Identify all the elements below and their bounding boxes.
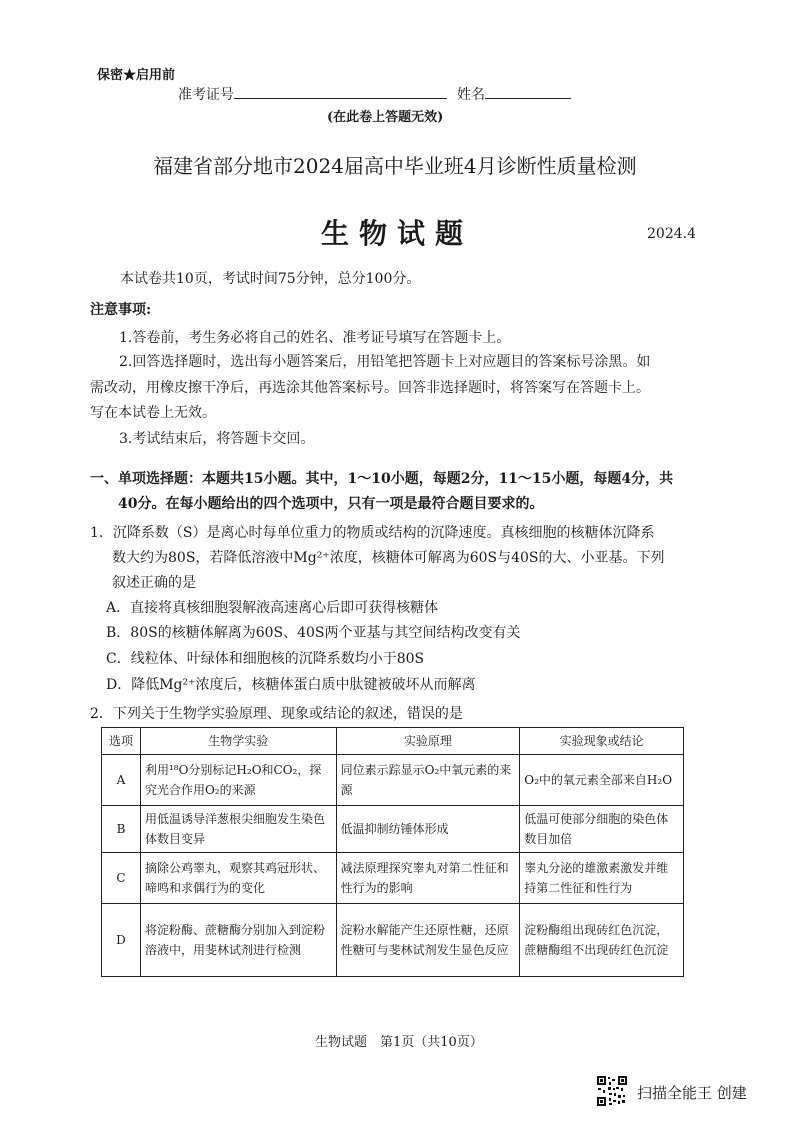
name-blank xyxy=(485,85,571,99)
exam-date: 2024.4 xyxy=(647,226,696,242)
confidential-label: 保密★启用前 xyxy=(97,68,176,83)
question-1-stem-cont: 数大约为80S，若降低溶液中Mg²⁺浓度，核糖体可解离为60S与40S的大、小亚基。下列 xyxy=(112,550,665,566)
row-option: D xyxy=(102,904,141,977)
header-option: 选项 xyxy=(102,728,141,755)
table-row xyxy=(102,755,684,806)
row-principle: 低温抑制纺锤体形成 xyxy=(336,806,520,853)
question-1-option-d: D．降低Mg²⁺浓度后，核糖体蛋白质中肽键被破坏从而解离 xyxy=(106,677,476,693)
question-2-stem: 2．下列关于生物学实验原理、现象或结论的叙述，错误的是 xyxy=(90,706,463,722)
intro-text: 本试卷共10页，考试时间75分钟，总分100分。 xyxy=(120,271,421,287)
table-row xyxy=(102,806,684,853)
table-row xyxy=(102,853,684,904)
row-result: O₂中的氧元素全部来自H₂O xyxy=(520,755,684,806)
note-3: 3.考试结束后，将答题卡交回。 xyxy=(119,431,315,447)
section-1-heading: 一、单项选择题：本题共15小题。其中，1～10小题，每题2分，11～15小题，每题4分，共 xyxy=(90,471,674,487)
section-1-heading-cont: 40分。在每小题给出的四个选项中，只有一项是最符合题目要求的。 xyxy=(118,496,544,512)
row-principle: 减法原理探究睾丸对第二性征和性行为的影响 xyxy=(336,853,520,904)
scanner-watermark: 扫描全能王 创建 xyxy=(637,1084,747,1102)
name-label: 姓名 xyxy=(457,87,485,103)
row-principle: 同位素示踪显示O₂中氧元素的来源 xyxy=(336,755,520,806)
header-experiment: 生物学实验 xyxy=(140,728,336,755)
question-1-option-a: A．直接将真核细胞裂解液高速离心后即可获得核糖体 xyxy=(106,600,439,616)
note-2-line-1: 2.回答选择题时，选出每小题答案后，用铅笔把答题卡上对应题目的答案标号涂黑。如 xyxy=(119,354,651,370)
note-1: 1.答卷前，考生务必将自己的姓名、准考证号填写在答题卡上。 xyxy=(119,330,511,346)
notes-heading: 注意事项: xyxy=(90,302,152,318)
exam-title: 福建省部分地市2024届高中毕业班4月诊断性质量检测 xyxy=(153,154,637,178)
row-experiment: 将淀粉酶、蔗糖酶分别加入到淀粉溶液中，用斐林试剂进行检测 xyxy=(140,904,336,977)
question-1-option-c: C．线粒体、叶绿体和细胞核的沉降系数均小于80S xyxy=(106,651,425,667)
row-option: C xyxy=(102,853,141,904)
row-result: 淀粉酶组出现砖红色沉淀，蔗糖酶组不出现砖红色沉淀 xyxy=(520,904,684,977)
row-experiment: 摘除公鸡睾丸，观察其鸡冠形状、啼鸣和求偶行为的变化 xyxy=(140,853,336,904)
candidate-info-line xyxy=(178,84,571,104)
page-footer: 生物试题 第1页（共10页） xyxy=(315,1035,483,1050)
note-2-line-2: 需改动，用橡皮擦干净后，再选涂其他答案标号。回答非选择题时，将答案写在答题卡上。 xyxy=(90,380,650,396)
note-2-line-3: 写在本试卷上无效。 xyxy=(90,405,216,421)
question-1-option-b: B．80S的核糖体解离为60S、40S两个亚基与其空间结构改变有关 xyxy=(106,625,521,641)
row-experiment: 用低温诱导洋葱根尖细胞发生染色体数目变异 xyxy=(140,806,336,853)
row-result: 低温可使部分细胞的染色体数目加倍 xyxy=(520,806,684,853)
row-option: A xyxy=(102,755,141,806)
question-1-stem-end: 叙述正确的是 xyxy=(112,575,196,591)
id-label: 准考证号 xyxy=(178,87,234,103)
id-blank xyxy=(234,85,447,99)
table-row xyxy=(102,904,684,977)
invalid-note: (在此卷上答题无效) xyxy=(327,110,444,125)
qr-code-icon xyxy=(596,1075,628,1107)
question-1-stem: 1．沉降系数（S）是离心时每单位重力的物质或结构的沉降速度。真核细胞的核糖体沉降系 xyxy=(90,525,655,541)
table-header-row xyxy=(102,728,684,755)
header-result: 实验现象或结论 xyxy=(520,728,684,755)
header-principle: 实验原理 xyxy=(336,728,520,755)
subject-title: 生物试题 xyxy=(321,217,474,250)
row-option: B xyxy=(102,806,141,853)
row-result: 睾丸分泌的雄激素激发并维持第二性征和性行为 xyxy=(520,853,684,904)
row-experiment: 利用¹⁸O分别标记H₂O和CO₂，探究光合作用O₂的来源 xyxy=(140,755,336,806)
question-2-table xyxy=(101,727,684,977)
row-principle: 淀粉水解能产生还原性糖，还原性糖可与斐林试剂发生显色反应 xyxy=(336,904,520,977)
